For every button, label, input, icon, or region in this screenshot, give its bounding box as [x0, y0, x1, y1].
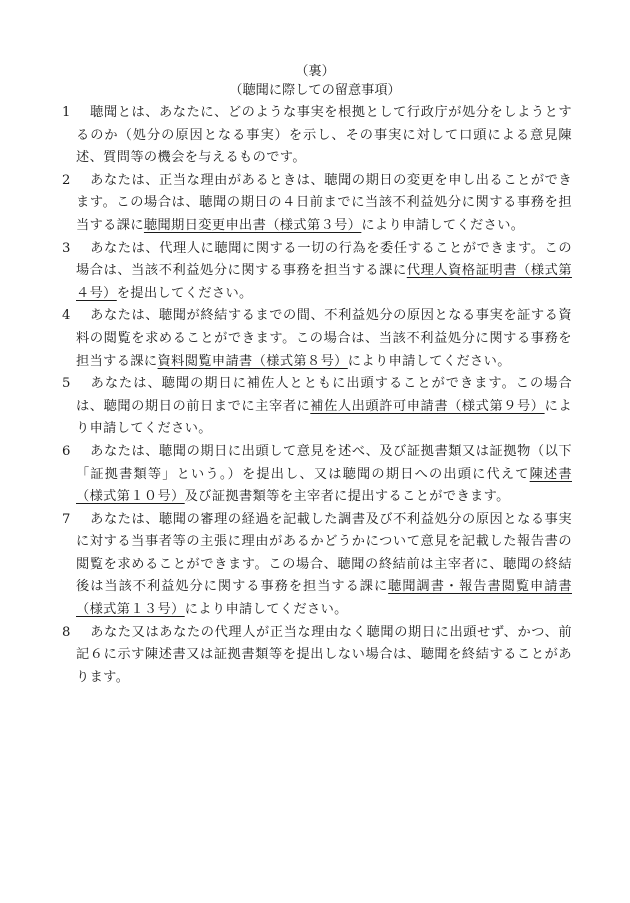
notice-item-6	[0, 441, 630, 509]
item-text-tail: により申請してください。	[361, 217, 525, 233]
form-reference: 補佐人出頭許可申請書（様式第９号）	[310, 398, 545, 414]
form-reference: 資料閲覧申請書（様式第８号）	[157, 353, 348, 369]
notice-list	[0, 102, 630, 689]
form-reference: 聴聞期日変更申出書（様式第３号）	[143, 217, 362, 233]
form-reference: 代理人資格証明書（様式第４号）	[76, 263, 572, 301]
notice-item-4	[0, 305, 630, 373]
item-text-tail: により申請してください。	[76, 398, 572, 437]
item-text: あなたは、聴聞の期日に補佐人とともに出頭することができます。この場合は、聴聞の期日の前日までに主宰者に	[76, 376, 572, 414]
item-text-tail: により申請してください。	[184, 602, 348, 618]
item-number: 3	[62, 240, 71, 256]
item-text-tail: を提出してください。	[116, 285, 253, 301]
item-number: 4	[62, 308, 71, 324]
item-text: あなたは、代理人に聴聞に関する一切の行為を委任することができます。この場合は、当該不利益処分に関する事務を担当する課に	[76, 240, 572, 279]
item-text: あなたは、聴聞の審理の経過を記載した調書及び不利益処分の原因となる事実に対する当事者等の主張に理由があるかどうかについて意見を記載した報告書の閲覧を求めることができます。この場合、聴聞の終結前は主宰者に、聴聞の終結後は当該不利益処分に関する事務を担当する課に	[76, 511, 572, 595]
notice-item-5	[0, 373, 630, 441]
item-text-tail: により申請してください。	[347, 353, 511, 369]
item-number: 8	[62, 624, 71, 640]
item-text: あなたは、正当な理由があるときは、聴聞の期日の変更を申し出ることができます。この場合は、聴聞の期日の４日前までに当該不利益処分に関する事務を担当する課に	[76, 172, 572, 233]
item-number: 6	[62, 443, 71, 459]
notice-item-7	[0, 509, 630, 622]
notice-item-1	[0, 102, 630, 170]
item-text: あなたは、聴聞の期日に出頭して意見を述べ、及び証拠書類又は証拠物（以下「証拠書類等」という。）を提出し、又は聴聞の期日への出頭に代えて	[76, 443, 572, 482]
item-text: 聴聞とは、あなたに、どのような事実を根拠として行政庁が処分をしようとするのか（処分の原因となる事実）を示し、その事実に対して口頭による意見陳述、質問等の機会を与えるものです。	[76, 105, 572, 166]
item-text: あなたは、聴聞が終結するまでの間、不利益処分の原因となる事実を証する資料の閲覧を求めることができます。この場合は、当該不利益処分に関する事務を担当する課に	[76, 308, 572, 369]
item-number: 5	[62, 376, 71, 392]
page-subtitle: （聴聞に際しての留意事項）	[229, 83, 401, 98]
form-reference: 陳述書（様式第１０号）	[76, 466, 572, 505]
item-number: 2	[62, 172, 71, 188]
item-number: 7	[62, 511, 71, 527]
page-side-label: （裏）	[295, 64, 335, 79]
notice-item-8	[0, 622, 630, 690]
notice-item-3	[0, 238, 630, 306]
item-number: 1	[62, 105, 71, 120]
notice-item-2	[0, 170, 630, 238]
item-text-tail: 及び証拠書類等を主宰者に提出することができます。	[184, 489, 510, 505]
form-reference: 聴聞調書・報告書閲覧申請書（様式第１３号）	[76, 579, 572, 618]
item-text: あなた又はあなたの代理人が正当な理由なく聴聞の期日に出頭せず、かつ、前記６に示す陳述書又は証拠書類等を提出しない場合は、聴聞を終結することがあります。	[76, 624, 572, 685]
